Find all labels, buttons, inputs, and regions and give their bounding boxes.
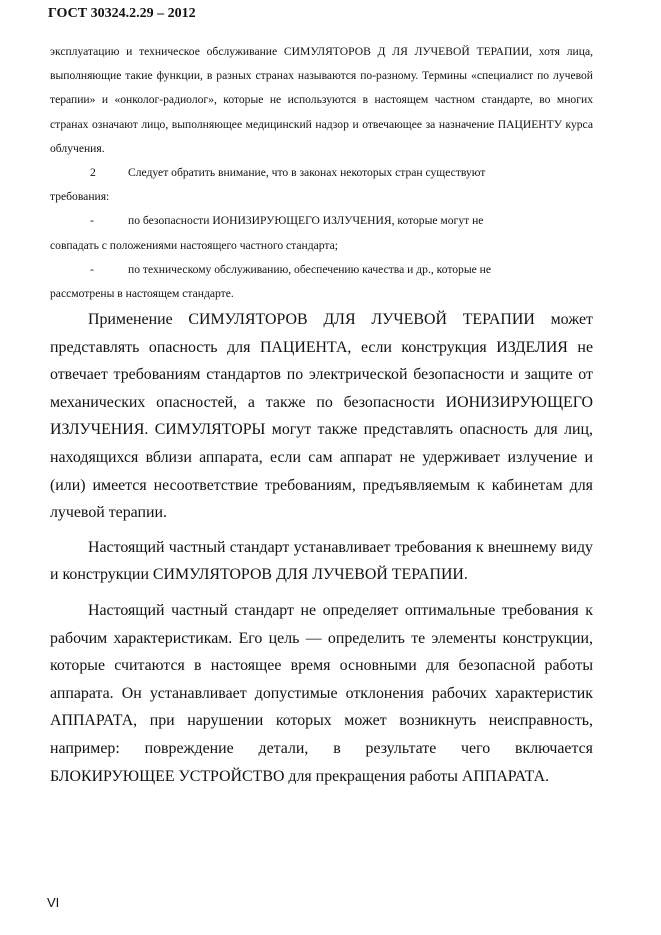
page-number: VI (47, 895, 60, 910)
note-list-item-2 (50, 258, 593, 282)
note-2-number: 2 (90, 166, 96, 180)
body-section (50, 306, 593, 790)
note-continuation: эксплуатацию и техническое обслуживание СИМУЛЯТОРОВ Д ЛЯ ЛУЧЕВОЙ ТЕРАПИИ, хотя лица, выполняющие такие функции, в разных странах называются по-разному. Термины «специалист по лучевой терапии» и «онколог-радиолог», которые не используются в настоящем частном стандарте, во многих странах означают лицо, выполняющее медицинский надзор и отвечающее за назначение ПАЦИЕНТУ курса облучения. (50, 45, 593, 155)
document-header: ГОСТ 30324.2.29 – 2012 (48, 6, 196, 21)
list-marker: - (90, 262, 94, 276)
list-marker: - (90, 214, 94, 228)
paragraph-2: Настоящий частный стандарт устанавливает требования к внешнему виду и конструкции СИМУЛЯТОРОВ ДЛЯ ЛУЧЕВОЙ ТЕРАПИИ. (50, 538, 593, 584)
note-2-continuation: требования: (50, 190, 110, 204)
paragraph-1: Применение СИМУЛЯТОРОВ ДЛЯ ЛУЧЕВОЙ ТЕРАПИИ может представлять опасность для ПАЦИЕНТА, если конструкция ИЗДЕЛИЯ не отвечает требованиям стандартов по электрической безопасности и защите от механических опасностей, а также по безопасности ИОНИЗИРУЮЩЕГО ИЗЛУЧЕНИЯ. СИМУЛЯТОРЫ могут также представлять опасность для лиц, находящихся вблизи аппарата, если сам аппарат не удерживает излучение и (или) имеется несоответствие требованиям, предъявляемым к кабинетам для лучевой терапии. (50, 311, 593, 522)
note-2 (50, 161, 593, 185)
list-item-continuation: совпадать с положениями настоящего частного стандарта; (50, 238, 339, 252)
notes-section (50, 40, 593, 306)
note-list-item-1 (50, 209, 593, 233)
list-item-continuation: рассмотрены в настоящем стандарте. (50, 287, 234, 301)
paragraph-3: Настоящий частный стандарт не определяет оптимальные требования к рабочим характеристикам. Его цель — определить те элементы конструкции, которые считаются в настоящее время основными для безопасной работы аппарата. Он устанавливает допустимые отклонения рабочих характеристик АППАРАТА, при нарушении которых может возникнуть неисправность, например: повреждение детали, в результате чего включается БЛОКИРУЮЩЕЕ УСТРОЙСТВО для прекращения работы АППАРАТА. (50, 601, 593, 785)
list-item-text: по техническому обслуживанию, обеспечению качества и др., которые не (128, 262, 492, 276)
note-2-text: Следует обратить внимание, что в законах некоторых стран существуют (128, 166, 486, 180)
list-item-text: по безопасности ИОНИЗИРУЮЩЕГО ИЗЛУЧЕНИЯ, которые могут не (128, 214, 484, 228)
